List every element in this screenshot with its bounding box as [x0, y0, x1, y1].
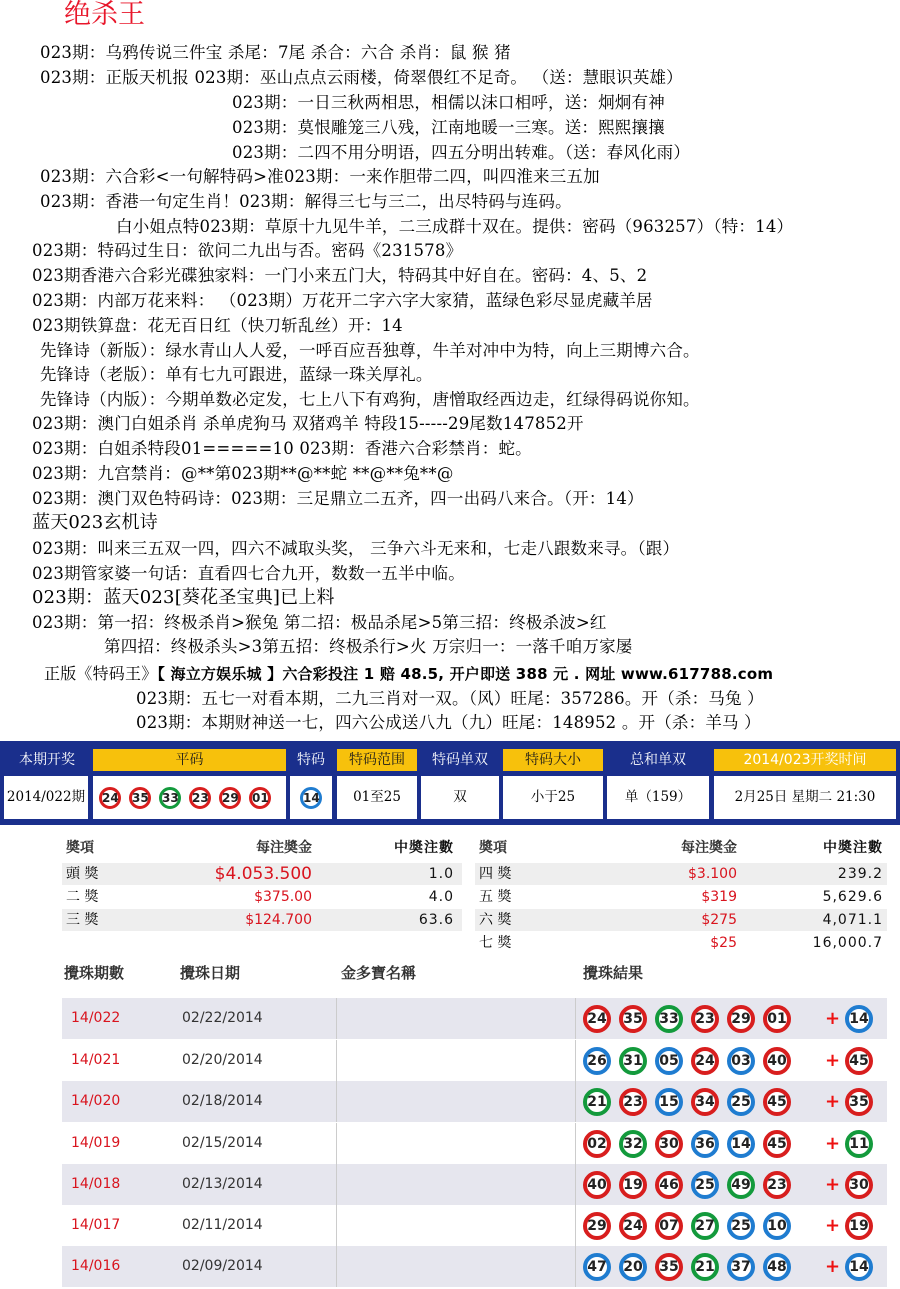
text-line: 023期：蓝天023[葵花圣宝典]已上料: [32, 587, 335, 608]
number-ball: 31: [619, 1047, 647, 1075]
history-name-cell: [336, 1205, 576, 1246]
prize-header-left: 奬項 每注奬金 中奬注數: [66, 840, 454, 856]
prize-row: 四 獎 $3.100 239.2: [475, 863, 887, 885]
ad-banner[interactable]: [44, 663, 773, 685]
special-ball: 19: [845, 1212, 873, 1240]
ad-text[interactable]: 【 海立方娱乐城 】六合彩投注 1 赔 48.5, 开户即送 388 元 . 网址 www.617788.com: [157, 665, 774, 683]
history-name-cell: [336, 1123, 576, 1164]
number-ball: 45: [763, 1130, 791, 1158]
history-period: 14/019: [71, 1135, 121, 1151]
history-row: [62, 1123, 887, 1164]
special-ball: 14: [845, 1005, 873, 1033]
history-name-cell: [336, 1081, 576, 1122]
text-line: 023期：五七一对看本期，二九三肖对一双。（风）旺尾：357286。开（杀：马兔 ）: [136, 689, 764, 708]
history-date: 02/11/2014: [182, 1217, 263, 1233]
special-ball: 30: [845, 1171, 873, 1199]
number-ball: 07: [655, 1212, 683, 1240]
plus-sign: +: [825, 1174, 841, 1195]
text-line: 第四招：终极杀头>3第五招：终极杀行>火 万宗归一：一落千咱万家屡: [104, 637, 633, 656]
prize-header-right: 奬項 每注奬金 中奬注數: [479, 840, 883, 856]
number-ball: 14: [727, 1130, 755, 1158]
header-regular-numbers: 平码: [93, 749, 286, 771]
history-header-result: 攪珠結果: [583, 964, 644, 982]
regular-balls: [93, 776, 286, 819]
history-row: [62, 998, 887, 1039]
number-ball: 35: [129, 787, 151, 809]
number-ball: 02: [583, 1130, 611, 1158]
number-ball: 35: [619, 1005, 647, 1033]
prize-row: 五 獎 $319 5,629.6: [479, 889, 883, 905]
number-ball: 29: [219, 787, 241, 809]
special-ball-cell: [290, 776, 332, 819]
number-ball: 19: [619, 1171, 647, 1199]
number-ball: 25: [727, 1088, 755, 1116]
prize-row: 六 獎 $275 4,071.1: [475, 909, 887, 931]
special-ball: 45: [845, 1047, 873, 1075]
draw-summary-table: [0, 741, 900, 825]
text-line: 023期：特码过生日：欲问二九出与否。密码《231578》: [32, 241, 463, 260]
prize-row: 七 獎 $25 16,000.7: [479, 935, 883, 951]
history-row: [62, 1164, 887, 1205]
history-header-period: 攪珠期數: [64, 964, 125, 982]
number-ball: 15: [655, 1088, 683, 1116]
number-ball: 25: [691, 1171, 719, 1199]
number-ball: 21: [691, 1253, 719, 1281]
number-ball: 46: [655, 1171, 683, 1199]
text-line: 023期：莫恨雕笼三八残，江南地暖一三寒。送：熙熙攘攘: [232, 118, 665, 137]
text-line: 023期：香港一句定生肖！023期：解得三七与三二，出尽特码与连码。: [40, 192, 572, 211]
number-ball: 45: [763, 1088, 791, 1116]
history-period: 14/016: [71, 1258, 121, 1274]
prize-row: 頭 獎 $4.053.500 1.0: [62, 863, 462, 885]
history-date: 02/13/2014: [182, 1176, 263, 1192]
number-ball: 33: [159, 787, 181, 809]
history-period: 14/018: [71, 1176, 121, 1192]
history-name-cell: [336, 1164, 576, 1205]
page-title: 绝杀王: [64, 0, 145, 30]
special-ball: 35: [845, 1088, 873, 1116]
text-line: 023期管家婆一句话：直看四七合九开，数数一五半中临。: [32, 564, 465, 583]
number-ball: 29: [583, 1212, 611, 1240]
number-ball: 23: [763, 1171, 791, 1199]
number-ball: 23: [619, 1088, 647, 1116]
header-special-size: 特码大小: [503, 749, 603, 771]
history-date: 02/22/2014: [182, 1010, 263, 1026]
header-current-draw: 本期开奖: [6, 749, 88, 771]
plus-sign: +: [825, 1256, 841, 1277]
text-line: 023期香港六合彩光碟独家料：一门小来五门大，特码其中好自在。密码：4、5、2: [32, 266, 648, 285]
text-line: 先锋诗（老版）：单有七九可跟进，蓝绿一珠关厚礼。: [40, 365, 433, 384]
history-date: 02/20/2014: [182, 1052, 263, 1068]
special-range: 01至25: [337, 776, 417, 819]
number-ball: 33: [655, 1005, 683, 1033]
text-line: 先锋诗（新版）：绿水青山人人爱，一呼百应吾独尊，牛羊对冲中为特，向上三期博六合。: [40, 341, 700, 360]
history-name-cell: [336, 998, 576, 1039]
history-period: 14/020: [71, 1093, 121, 1109]
special-size: 小于25: [503, 776, 603, 819]
text-line: 023期：内部万花来料： （023期）万花开二字六字大家猜，蓝绿色彩尽显虎藏羊居: [32, 291, 653, 310]
number-ball: 47: [583, 1253, 611, 1281]
text-line: 023期：第一招：终极杀肖>猴兔 第二招：极品杀尾>5第三招：终极杀波>红: [32, 613, 607, 632]
history-period: 14/017: [71, 1217, 121, 1233]
history-name-cell: [336, 1246, 576, 1287]
number-ball: 05: [655, 1047, 683, 1075]
number-ball: 10: [763, 1212, 791, 1240]
history-name-cell: [336, 1040, 576, 1081]
prize-row: 二 獎 $375.00 4.0: [66, 889, 454, 905]
history-period: 14/021: [71, 1052, 121, 1068]
number-ball: 24: [99, 787, 121, 809]
number-ball: 01: [249, 787, 271, 809]
header-special-range: 特码范围: [337, 749, 417, 771]
text-line: 023期：本期财神送一七，四六公成送八九（九）旺尾：148952 。开（杀：羊马 ）: [136, 713, 761, 732]
number-ball: 01: [763, 1005, 791, 1033]
history-row: [62, 1081, 887, 1122]
text-line: 023期：六合彩<一句解特码>准023期：一来作胆带二四，叫四淮来三五加: [40, 167, 600, 186]
number-ball: 27: [691, 1212, 719, 1240]
number-ball: 48: [763, 1253, 791, 1281]
header-special-number: 特码: [290, 749, 332, 771]
number-ball: 34: [691, 1088, 719, 1116]
special-oddeven: 双: [421, 776, 499, 819]
history-header-date: 攪珠日期: [180, 964, 241, 982]
plus-sign: +: [825, 1091, 841, 1112]
number-ball: 24: [583, 1005, 611, 1033]
history-date: 02/09/2014: [182, 1258, 263, 1274]
number-ball: 23: [189, 787, 211, 809]
header-special-oddeven: 特码单双: [421, 749, 499, 771]
number-ball: 03: [727, 1047, 755, 1075]
header-sum-oddeven: 总和单双: [607, 749, 709, 771]
history-header-name: 金多寶名稱: [341, 964, 417, 982]
number-ball: 40: [763, 1047, 791, 1075]
plus-sign: +: [825, 1133, 841, 1154]
number-ball: 35: [655, 1253, 683, 1281]
next-draw-time: 2月25日 星期二 21:30: [714, 776, 896, 819]
number-ball: 23: [691, 1005, 719, 1033]
number-ball: 37: [727, 1253, 755, 1281]
text-line: 023期：二四不用分明语，四五分明出转难。（送：春风化雨）: [232, 143, 691, 162]
number-ball: 26: [583, 1047, 611, 1075]
history-row: [62, 1246, 887, 1287]
plus-sign: +: [825, 1008, 841, 1029]
number-ball: 32: [619, 1130, 647, 1158]
special-ball: 14: [300, 787, 322, 809]
text-line: 023期：澳门双色特码诗：023期：三足鼎立二五齐，四一出码八来合。（开：14）: [32, 489, 644, 508]
history-row: [62, 1040, 887, 1081]
text-line: 023期：叫来三五双一四，四六不减取头奖， 三争六斗无来和，七走八跟数来寻。（跟）: [32, 539, 680, 558]
history-date: 02/15/2014: [182, 1135, 263, 1151]
ad-prefix: 正版《特码王》: [44, 664, 158, 683]
number-ball: 40: [583, 1171, 611, 1199]
history-date: 02/18/2014: [182, 1093, 263, 1109]
text-line: 白小姐点特023期：草原十九见牛羊，二三成群十双在。提供：密码（963257）（特：14）: [116, 217, 794, 236]
prize-row: 三 獎 $124.700 63.6: [62, 909, 462, 931]
number-ball: 29: [727, 1005, 755, 1033]
text-line: 先锋诗（内版）：今期单数必定发，七上八下有鸡狗，唐憎取经西边走，红绿得码说你知。: [40, 390, 700, 409]
number-ball: 25: [727, 1212, 755, 1240]
number-ball: 24: [619, 1212, 647, 1240]
number-ball: 24: [691, 1047, 719, 1075]
draw-period: 2014/022期: [4, 776, 88, 819]
text-line: 023期：乌鸦传说三件宝 杀尾：7尾 杀合：六合 杀肖：鼠 猴 猪: [40, 43, 511, 62]
plus-sign: +: [825, 1050, 841, 1071]
text-line: 023期：正版天机报 023期：巫山点点云雨楼，倚翠偎红不足奇。 （送：慧眼识英雄）: [40, 68, 683, 87]
plus-sign: +: [825, 1215, 841, 1236]
special-ball: 11: [845, 1130, 873, 1158]
number-ball: 20: [619, 1253, 647, 1281]
history-period: 14/022: [71, 1010, 121, 1026]
number-ball: 49: [727, 1171, 755, 1199]
text-line: 023期：九宫禁肖：@**第023期**@**蛇 **@**兔**@: [32, 464, 454, 483]
number-ball: 36: [691, 1130, 719, 1158]
text-line: 023期：一日三秋两相思，相儒以沫口相呼，送：炯炯有神: [232, 93, 665, 112]
number-ball: 30: [655, 1130, 683, 1158]
text-line: 023期：白姐杀特段01=====10 023期：香港六合彩禁肖：蛇。: [32, 439, 532, 458]
text-line: 023期铁算盘：花无百日红（快刀斩乱丝）开：14: [32, 316, 403, 335]
header-next-draw-time: 2014/023开奖时间: [714, 749, 896, 771]
history-row: [62, 1205, 887, 1246]
sum-oddeven: 单（159）: [607, 776, 709, 819]
special-ball: 14: [845, 1253, 873, 1281]
text-line: 023期：澳门白姐杀肖 杀单虎狗马 双猪鸡羊 特段15-----29尾数147852开: [32, 414, 584, 433]
number-ball: 21: [583, 1088, 611, 1116]
text-line: 蓝天023玄机诗: [32, 512, 158, 533]
